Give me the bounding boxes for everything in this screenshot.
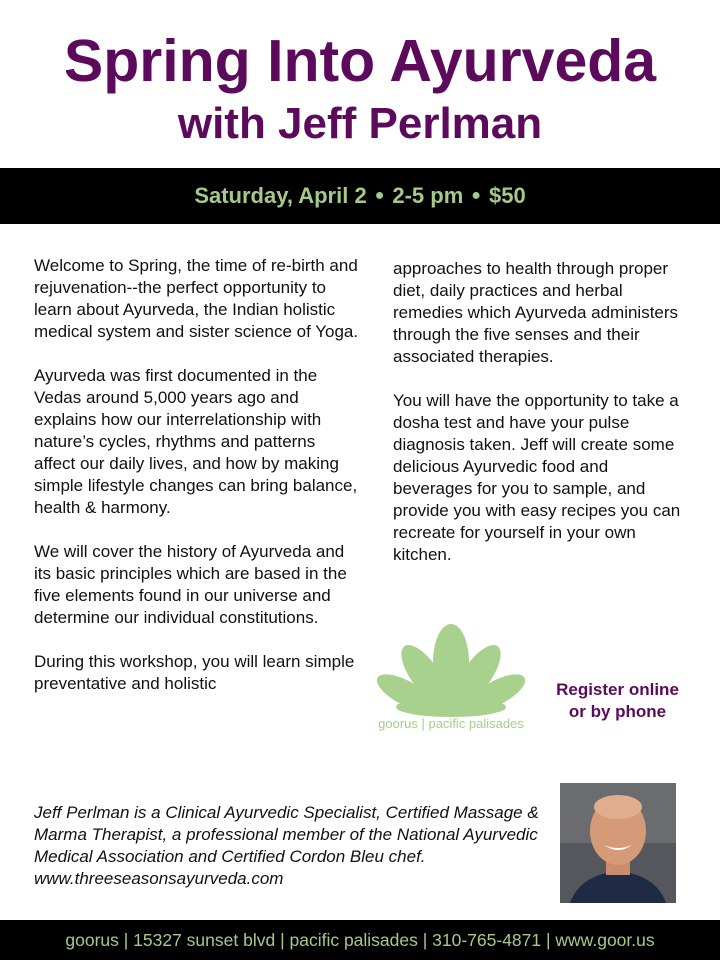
page-title: Spring Into Ayurveda [63,28,657,94]
instructor-bio: Jeff Perlman is a Clinical Ayurvedic Specialist, Certified Massage & Marma Therapist, a professional member of the National Ayurvedic Medical Association and Certified Cordon Bleu chef. www.threeseasonsayurveda.com [34,803,539,888]
right-column [393,258,683,588]
footer-bar: goorus | 15327 sunset blvd | pacific palisades | 310-765-4871 | www.goor.us [0,920,720,960]
paragraph: Welcome to Spring, the time of re-birth and rejuvenation--the perfect opportunity to learn about Ayurveda, the Indian holistic medical system and sister science of Yoga. [34,256,359,341]
register-callout [540,679,695,723]
paragraph: You will have the opportunity to take a dosha test and have your pulse diagnosis taken. Jeff will create some delicious Ayurvedic food and beverages for you to sample, and provide you with easy recipes you can recreate for yourself in your own kitchen. [393,391,681,564]
bullet-separator: ● [471,187,481,204]
logo-caption: goorus | pacific palisades [378,716,524,731]
page-subtitle: with Jeff Perlman [177,99,543,148]
register-line: Register online [556,680,679,699]
paragraph: We will cover the history of Ayurveda and its basic principles which are based in the five elements found in our universe and determine our individual constitutions. [34,542,347,627]
paragraph: Ayurveda was first documented in the Vedas around 5,000 years ago and explains how our interrelationship with nature’s cycles, rhythms and patterns affect our daily lives, and how by making simple lifestyle changes can bring balance, health & harmony. [34,366,358,517]
left-column [34,255,359,717]
instructor-photo [560,783,676,903]
event-time: 2-5 pm [392,183,464,208]
register-line: or by phone [568,702,667,721]
event-date: Saturday, April 2 [194,183,367,208]
bullet-separator: ● [374,187,385,204]
paragraph: approaches to health through proper diet, daily practices and herbal remedies which Ayurveda administers through the five senses and their associated therapies. [393,259,679,366]
event-details-bar [0,168,720,224]
event-price: $50 [488,183,526,208]
paragraph: During this workshop, you will learn simple preventative and holistic [34,652,355,693]
